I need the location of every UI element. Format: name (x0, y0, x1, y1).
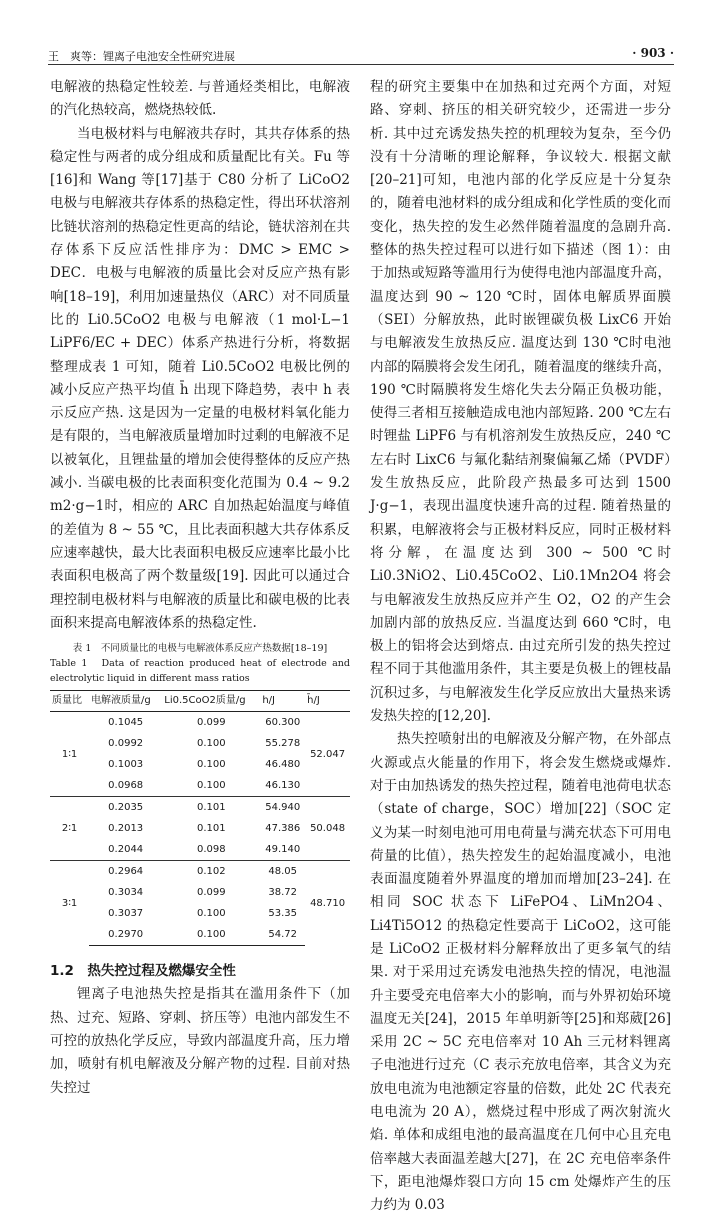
cell-electrolyte: 0.3034 (108, 887, 144, 899)
running-header (48, 44, 674, 64)
cell-h: 46.480 (265, 759, 301, 771)
cell-h-avg: 50.048 (305, 797, 350, 861)
cell-electrode: 0.100 (196, 908, 226, 920)
table-caption (50, 641, 350, 686)
table-row (50, 924, 350, 946)
cell-electrolyte: 0.1045 (108, 717, 144, 729)
cell-h: 38.72 (268, 887, 298, 899)
table-row (50, 754, 350, 775)
header-rule (48, 64, 674, 65)
cell-ratio: 3∶1 (50, 861, 89, 946)
cell-h: 54.72 (260, 924, 305, 946)
header-authors-title: 王 爽等：锂离子电池安全性研究进展 (48, 50, 235, 63)
cell-electrode: 0.102 (162, 861, 260, 883)
cell-electrolyte: 0.1003 (108, 759, 144, 771)
cell-electrode: 0.100 (196, 759, 226, 771)
right-paragraph-2: 热失控喷射出的电解液及分解产物，在外部点火源或点火能量的作用下，将会发生燃烧或爆炸. 对于由加热诱发的热失控过程，随着电池荷电状态（state of charge，SOC）增加[22]（SOC 定义为某一时刻电池可用电荷量与满充状态下可用电荷量的比值），热失控发生的起始温度减小，电池表面温度随着外界温度的增加而增加[23–24]. 在相同 SOC 状态下 LiFePO4、LiMn2O4、Li4Ti5O12 的热稳定性要高于 LiCoO2，这可能是 LiCoO2 正极材料分解释放出了更多氧气的结果. 对于采用过充诱发电池热失控的情况，电池温升主要受充电倍率大小的影响，而与外界初始环境温度无关[24]，2015 年单明新等[25]和郑葳[26]采用 2C ~ 5C 充电倍率对 10 Ah 三元材料锂离子电池进行过充（C 表示充放电倍率，其含义为充放电电流为电池额定容量的倍数，此处 2C 代表充电电流为 20 A），燃烧过程中形成了两次射流火焰. 单体和成组电池的最高温度在几何中心且充电倍率越大表面温差越大[27]，在 2C 充电倍率条件下，距电池爆炸裂口方向 15 cm 处爆炸产生的压力约为 0.03 (370, 731, 671, 1214)
th-electrode: Li0.5CoO2质量/g (162, 691, 260, 712)
cell-electrode: 0.099 (196, 887, 226, 899)
table-row (50, 882, 350, 903)
left-column (50, 76, 350, 1100)
cell-ratio: 1∶1 (61, 748, 78, 760)
table-caption-cn: 表 1 不同质量比的电极与电解液体系反应产热数据[18–19] (72, 643, 328, 655)
cell-h: 49.140 (265, 844, 301, 856)
th-h-avg: h̄/J (305, 691, 350, 712)
th-electrolyte: 电解液质量/g (89, 691, 162, 712)
cell-electrode: 0.100 (196, 738, 226, 750)
cell-electrolyte: 0.2044 (108, 844, 144, 856)
table-body (50, 712, 350, 946)
right-column (370, 76, 671, 1218)
cell-electrolyte: 0.3037 (108, 908, 144, 920)
table-row (50, 712, 350, 734)
cell-h: 55.278 (265, 738, 301, 750)
page-number: · 903 · (632, 46, 674, 60)
cell-h: 48.05 (260, 861, 305, 883)
table-row (50, 903, 350, 924)
cell-electrolyte: 0.2035 (89, 797, 162, 819)
cell-h: 60.300 (265, 717, 301, 729)
th-ratio: 质量比 (50, 691, 89, 712)
section-paragraph-1: 锂离子电池热失控是指其在滥用条件下（加热、过充、短路、穿刺、挤压等）电池内部发生不可控的放热化学反应，导致内部温度升高，压力增加，喷射有机电解液及分解产物的过程. 目前对热失控过 (50, 986, 350, 1096)
cell-electrolyte: 0.2970 (89, 924, 162, 946)
cell-h: 46.130 (265, 780, 301, 792)
left-paragraph-2: 当电极材料与电解液共存时，其共存体系的热稳定性与两者的成分组成和质量配比有关。Fu 等[16]和 Wang 等[17]基于 C80 分析了 LiCoO2 电极与电解液共存体系的热稳定性，得出环状溶剂比链状溶剂的热稳定性更高的结论，链状溶剂在共存体系下反应活性排序为：DMC > EMC > DEC．电极与电解液的质量比会对反应产热有影响[18–19]，利用加速量热仪（ARC）对不同质量比的 Li0.5CoO2 电极与电解液（1 mol·L−1 LiPF6/EC + DEC）体系产热进行分析，将数据整理成表 1 可知，随着 Li0.5CoO2 电极比例的减小反应产热平均值 h̄ 出现下降趋势，表中 h 表示反应产热. 这是因为一定量的电极材料氧化能力是有限的，当电解液质量增加时过剩的电解液不足以被氧化，且锂盐量的增加会使得整体的反应产热减小. 当碳电极的比表面积变化范围为 0.4 ~ 9.2 m2·g−1时，相应的 ARC 自加热起始温度与峰值的差值为 8 ~ 55 ℃，且比表面积越大共存体系反应速率越快，最大比表面积电极反应速率比最小比表面积电极高了两个数量级[19]. 因此可以通过合理控制电极材料与电解液的质量比和碳电极的比表面积来提高电解液体系的热稳定性. (50, 125, 350, 631)
cell-h: 54.940 (260, 797, 305, 819)
cell-electrode: 0.098 (196, 844, 226, 856)
data-table (50, 690, 350, 946)
table-row (50, 839, 350, 861)
left-paragraph-1: 电解液的热稳定性较差. 与普通烃类相比，电解液的汽化热较高，燃烧热较低. (50, 79, 350, 119)
cell-electrode: 0.101 (196, 823, 226, 835)
table-row (50, 861, 350, 883)
cell-electrolyte: 0.0992 (108, 738, 144, 750)
table-row (50, 733, 350, 754)
cell-electrode: 0.100 (162, 924, 260, 946)
cell-electrode: 0.100 (196, 780, 226, 792)
table-row (50, 775, 350, 797)
cell-ratio: 2∶1 (50, 797, 89, 861)
cell-h-avg: 48.710 (305, 861, 350, 946)
cell-electrolyte: 0.2013 (108, 823, 144, 835)
cell-electrode: 0.099 (196, 717, 226, 729)
right-paragraph-1: 程的研究主要集中在加热和过充两个方面，对短路、穿刺、挤压的相关研究较少，还需进一步分析. 其中过充诱发热失控的机理较为复杂，至今仍没有十分清晰的理论解释，争议较大. 根据文献[20–21]可知，电池内部的化学反应是十分复杂的，随着电池材料的成分组成和化学性质的变化而变化，热失控的发生必然伴随着温度的急剧升高. 整体的热失控过程可以进行如下描述（图 1）：由于加热或短路等滥用行为使得电池内部温度升高，温度达到 90 ~ 120 ℃时，固体电解质界面膜（SEI）分解放热，此时嵌锂碳负极 LixC6 开始与电解液发生放热反应. 温度达到 130 ℃时电池内部的隔膜将会发生闭孔，随着温度的继续升高，190 ℃时隔膜将发生熔化失去分隔正负极功能，使得三者相互接触造成电池内部短路. 200 ℃左右时锂盐 LiPF6 与有机溶剂发生放热反应，240 ℃左右时 LixC6 与氟化黏结剂聚偏氟乙烯（PVDF）发生放热反应，此阶段产热最多可达到 1500 J·g−1，表现出温度快速升高的过程. 随着热量的积累，电解液将会与正极材料反应，同时正极材料将分解，在温度达到 300 ~ 500 ℃时 Li0.3NiO2、Li0.45CoO2、Li0.1Mn2O4 将会与电解液发生放热反应并产生 O2，O2 的产生会加剧内部的放热反应. 当温度达到 660 ℃时，电极上的铝将会达到熔点. 由过充所引发的热失控过程不同于其他滥用条件，其主要是负极上的锂枝晶沉积过多，与电解液发生化学反应放出大量热来诱发热失控的[12,20]. (370, 79, 671, 725)
cell-h: 47.386 (265, 823, 301, 835)
cell-electrode: 0.101 (162, 797, 260, 819)
table-caption-en: Table 1 Data of reaction produced heat of electrode and electrolytic liquid in different mass ratios (50, 658, 350, 685)
cell-electrolyte: 0.0968 (108, 780, 144, 792)
table-row (50, 797, 350, 819)
cell-h-avg: 52.047 (310, 748, 346, 760)
table-row (50, 818, 350, 839)
section-heading: 1.2 热失控过程及燃爆安全性 (50, 963, 236, 980)
th-h: h/J (260, 691, 305, 712)
cell-h: 53.35 (268, 908, 298, 920)
cell-electrolyte: 0.2964 (89, 861, 162, 883)
